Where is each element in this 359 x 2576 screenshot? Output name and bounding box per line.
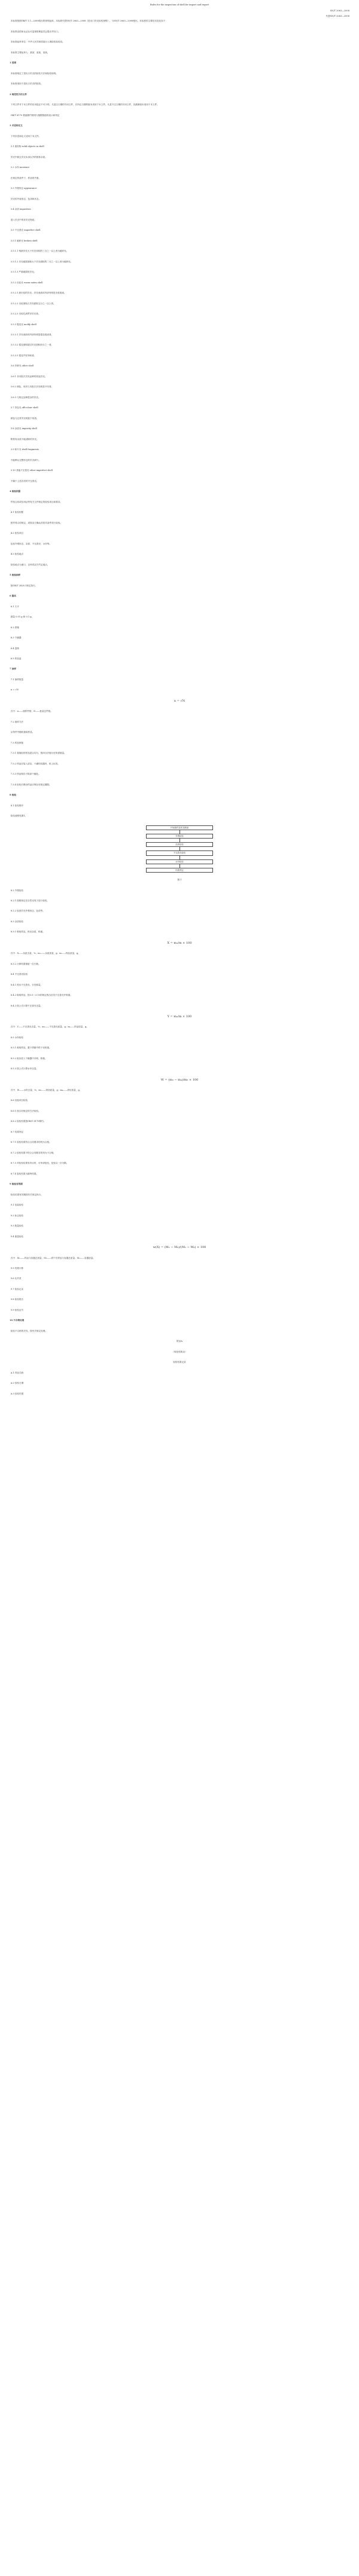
body-paragraph: 颜色与正常贝壳明显不同者。: [10, 417, 39, 420]
section-heading: 9 检验有效期: [10, 1183, 23, 1186]
body-paragraph: 在规定的条件下，样品的失重。: [10, 176, 41, 179]
body-paragraph: 8.5 水份检验: [10, 1036, 24, 1039]
body-paragraph: 6.2 烘箱: [10, 626, 19, 629]
flow-step: 开始抽样及样品制备: [146, 825, 213, 830]
flow-step: 水份检验: [146, 859, 213, 864]
body-paragraph: 3.9 碎片壳 shell fragments: [10, 448, 39, 451]
body-paragraph: 下列术语和定义适用于本文件。: [10, 134, 41, 137]
body-paragraph: 式中：M₁——样品与容器总质量；M₂——烘干后样品与容器总质量；M₃——容器质量。: [10, 1256, 95, 1259]
foreword-paragraph: 本标准起草单位：中华人民共和国某出入境检验检疫局。: [10, 41, 65, 44]
flowchart: [10, 825, 349, 873]
body-paragraph: 9.6 允许差: [10, 1277, 22, 1280]
standard-number: SN/T 2063—2008: [330, 10, 349, 13]
body-paragraph: 3.1 固形物 solid objects in shell: [10, 145, 44, 148]
body-paragraph: n = √N: [10, 689, 19, 692]
body-paragraph: 9.8 检验报告: [10, 1298, 24, 1301]
body-paragraph: 6.3 干燥器: [10, 637, 22, 640]
document-title: Rules for the inspection of shell for import and export: [150, 4, 209, 6]
body-paragraph: 3.5 不完善壳 imperfect shell: [10, 229, 41, 232]
body-paragraph: 3.6.2 颜色、形状与本批次贝壳明显不同者。: [10, 386, 54, 388]
body-paragraph: 7.3.1 将抽取的样品混合均匀，按四分法缩分至所需数量。: [10, 752, 66, 755]
body-paragraph: 式中：X——杂质含量，%；m₁——杂质质量，g；m——样品质量，g。: [10, 952, 80, 955]
body-paragraph: 9.2 标志检验: [10, 1214, 24, 1217]
body-paragraph: 感量 0.01 g 和 0.1 g。: [10, 616, 34, 619]
body-paragraph: 贝壳中除去贝壳本身以外的固体杂质。: [10, 155, 47, 158]
body-paragraph: 从每件中随机抽取样品。: [10, 731, 35, 734]
body-paragraph: 3.3 外观形态 appearance: [10, 187, 37, 190]
body-paragraph: 8.5.1 称取样品，置于烘箱中烘干至恒重。: [10, 1047, 51, 1050]
body-paragraph: 不属于上述各类的不完善壳。: [10, 479, 39, 482]
body-paragraph: 3.5.1 破碎壳 broken shell: [10, 239, 38, 242]
body-paragraph: 9.7 检验记录: [10, 1287, 24, 1290]
body-paragraph: 8.4.3 按公式计算不完善壳含量。: [10, 1004, 43, 1007]
body-paragraph: 4.1 检验依据: [10, 511, 24, 514]
body-paragraph: 8.2 外观检验: [10, 889, 24, 892]
body-paragraph: 3.7 异色壳 off-colour shell: [10, 406, 38, 409]
body-paragraph: 3.4 杂质 impurities: [10, 208, 31, 211]
section-heading: 2 规范性引用文件: [10, 93, 27, 96]
body-paragraph: 7.3.2 样品应装入清洁、干燥的容器内，贴上标签。: [10, 762, 60, 765]
body-paragraph: 检验结果有效期按有关规定执行。: [10, 1193, 43, 1196]
body-paragraph: 4.2 检验项目: [10, 532, 24, 535]
body-paragraph: 贸易合同或信用证等有关文件规定的检验项目和要求。: [10, 500, 63, 503]
body-paragraph: 9.5 结果计算: [10, 1267, 24, 1269]
formula: n = √N: [174, 699, 185, 703]
body-paragraph: 3.6 异种壳 other shell: [10, 365, 34, 368]
body-paragraph: 8.7.3 对检验结果有异议时，可申请复验，复验以一次为限。: [10, 1162, 69, 1165]
body-paragraph: 8.7.2 检验结果不符合合同要求的判为不合格。: [10, 1151, 56, 1154]
body-paragraph: 8.4 不完善壳检验: [10, 973, 28, 976]
body-paragraph: 3.2 水份 moisture: [10, 166, 30, 169]
foreword-paragraph: 本标准主要起草人：某某、某某、某某。: [10, 51, 50, 54]
section-heading: 6 器具: [10, 595, 16, 598]
body-paragraph: 7.1 抽样数量: [10, 678, 24, 681]
body-paragraph: 3.5.3 霉变壳 moldy shell: [10, 323, 36, 326]
body-paragraph: 7.3.3 样品保存于阴凉干燥处。: [10, 773, 41, 776]
body-paragraph: 3.8 杂质壳 impurity shell: [10, 427, 37, 430]
body-paragraph: 9.1 包装检验: [10, 1204, 24, 1207]
body-paragraph: 按贸易合同规定，或按双方确认的技术条件进行检验。: [10, 521, 63, 524]
body-paragraph: GB/T 8170 数值修约规则与极限数值的表示和判定: [10, 114, 60, 117]
section-heading: 5 检验抽样: [10, 574, 21, 577]
body-paragraph: 7.2 抽样方法: [10, 720, 24, 723]
section-heading: 1 范围: [10, 62, 16, 65]
body-paragraph: 按GB/T 2828.1规定执行。: [10, 584, 38, 587]
flow-step: 结果判定: [146, 868, 213, 873]
body-paragraph: 3.10 其他不完善壳 other imperfect shell: [10, 469, 53, 472]
body-paragraph: 8.1 检验程序: [10, 804, 24, 807]
body-paragraph: 检验不合格的贝壳，按有关规定处理。: [10, 1329, 47, 1332]
formula: W = (m₃ − m₄)/m₃ × 100: [160, 1078, 199, 1082]
formula: Y = m₂/m × 100: [167, 1015, 192, 1019]
formula: X = m₁/m × 100: [167, 941, 192, 945]
body-paragraph: 6.1 天平: [10, 605, 19, 608]
body-paragraph: 9.4 重量检验: [10, 1235, 24, 1238]
centered-caption: 检验结果记录: [173, 1361, 186, 1364]
body-paragraph: 8.6 其他项目检验: [10, 1099, 28, 1102]
body-paragraph: 6.5 样品盘: [10, 657, 22, 660]
body-paragraph: 8.3 杂质检验: [10, 920, 24, 923]
body-paragraph: 3.5.2.3 虫蛀孔洞贯穿贝壳者。: [10, 313, 41, 316]
body-paragraph: 3.6.1 非本批次贝壳品种的其他贝壳。: [10, 375, 47, 378]
body-paragraph: 本标准规定了进出口贝壳的检验方法和检验规则。: [10, 72, 58, 75]
formula: w(X) = (M₁ − M₂)/(M₁ − M₃) × 100: [153, 1246, 206, 1250]
body-paragraph: 8.2.1 按照规定在自然光线下进行检验。: [10, 899, 49, 902]
body-paragraph: 8.2.2 检查贝壳外观形态、色泽等。: [10, 910, 45, 913]
foreword-paragraph: 本标准按照GB/T 1.1—2009给出的规则起草。本标准代替SN/T 2063—2008《进出口贝壳检验规程》，与SN/T 2063—2008相比，本标准的主要技术变化如下：: [10, 20, 168, 23]
body-paragraph: 检验流程见图1。: [10, 815, 28, 818]
body-paragraph: 下列文件对于本文件的应用是必不可少的。凡是注日期的引用文件，仅所注日期的版本适用于本文件。凡是不注日期的引用文件，其最新版本适用于本文件。: [10, 103, 159, 106]
body-paragraph: 6.4 量筒: [10, 647, 19, 650]
body-paragraph: 8.6.1 按合同规定的方法检验。: [10, 1109, 41, 1112]
body-paragraph: 包括外观形态、杂质、不完善壳、水份等。: [10, 542, 52, 545]
body-paragraph: 8.6.2 检验结果按GB/T 8170修约。: [10, 1120, 46, 1123]
body-paragraph: 式中：n——抽样件数；N——批量总件数。: [10, 710, 53, 713]
body-paragraph: 8.7.1 检验结果符合合同要求的判为合格。: [10, 1141, 51, 1144]
section-heading: 4 检验依据: [10, 490, 21, 493]
body-paragraph: 3.5.1.3 严重破损的贝壳。: [10, 271, 36, 274]
body-paragraph: 8.7 结果判定: [10, 1130, 24, 1133]
section-heading: 8 检验: [10, 794, 16, 797]
flow-step: 外观检验: [146, 834, 213, 839]
body-paragraph: 附着有杂质不能清除的贝壳。: [10, 438, 39, 440]
body-paragraph: 8.4.2 称取样品，按3.5～3.10的规定拣出各类不完善壳并称重。: [10, 994, 72, 997]
body-paragraph: 3.5.2 虫蛀壳 worm-eaten shell: [10, 281, 43, 284]
centered-caption: （规范性附录）: [172, 1350, 187, 1353]
body-paragraph: A.1 样品名称: [10, 1371, 24, 1374]
body-paragraph: 式中：Y——不完善壳含量，%；m₂——不完善壳质量，g；m——样品质量，g。: [10, 1026, 89, 1029]
body-paragraph: 8.3.2 计算结果保留一位小数。: [10, 962, 41, 965]
flow-step: 不完善壳检验: [146, 850, 213, 855]
body-paragraph: 不能辨认完整形态的贝壳碎片。: [10, 458, 41, 461]
flow-step: 杂质检验: [146, 842, 213, 847]
body-paragraph: A.3 检验结果: [10, 1392, 24, 1395]
body-paragraph: 贝壳的外表形态、色泽和状态。: [10, 197, 41, 200]
section-heading: 10 不合格处理: [10, 1319, 25, 1322]
section-heading: 7 抽样: [10, 668, 16, 671]
document-body: [10, 62, 349, 1395]
body-paragraph: 7.3 样品制备: [10, 741, 24, 744]
body-paragraph: 8.7.4 复验结果为最终结果。: [10, 1172, 39, 1175]
centered-caption: 附录A: [177, 1340, 182, 1343]
body-paragraph: 3.5.3.2 霉变面积超过贝壳面积四分之一者。: [10, 344, 54, 347]
body-paragraph: 9.3 数量检验: [10, 1225, 24, 1228]
body-paragraph: A.2 检验日期: [10, 1382, 24, 1385]
body-paragraph: 8.4.1 拣出不完善壳，分类称量。: [10, 983, 43, 986]
body-paragraph: 8.5.3 按公式计算水份含量。: [10, 1067, 39, 1070]
body-paragraph: 式中：W——水份含量，%；m₃——烘前质量，g；m₄——烘后质量，g。: [10, 1089, 82, 1091]
body-paragraph: 3.5.3.3 霉变并有异味者。: [10, 354, 36, 357]
foreword-paragraph: 本标准由国家认证认可监督管理委员会提出并归口。: [10, 30, 60, 33]
body-paragraph: 8.3.1 称取样品，拣出杂质，称重。: [10, 931, 45, 934]
body-paragraph: 9.9 检验证书: [10, 1308, 24, 1311]
body-paragraph: 3.5.3.1 贝壳表面或内部有明显霉变痕迹者。: [10, 333, 54, 336]
body-paragraph: 3.6.3 与规定品种混杂的贝壳。: [10, 396, 41, 399]
body-paragraph: 检验地点为港口、仓库或双方约定地点。: [10, 563, 50, 566]
body-paragraph: 4.3 检验地点: [10, 553, 24, 556]
body-paragraph: 3.5.2.1 被虫蛀的贝壳，贝壳表面或内部有明显虫蛀痕迹。: [10, 292, 66, 295]
body-paragraph: 7.3.4 检验后剩余样品应保存至规定期限。: [10, 783, 51, 786]
body-paragraph: 3.5.2.2 虫蛀面积占贝壳面积五分之一以上者。: [10, 302, 56, 305]
body-paragraph: 3.5.1.1 残缺贝壳大于贝壳体积的三分之一以上者为破碎壳。: [10, 250, 69, 253]
section-heading: 3 术语和定义: [10, 124, 23, 127]
body-paragraph: 8.5.2 取出放入干燥器中冷却，称重。: [10, 1057, 47, 1060]
body-paragraph: 混入贝壳中的非贝壳物质。: [10, 218, 36, 221]
replaces-number: 代替SN/T 2063—2008: [325, 14, 349, 17]
centered-caption: 图 1: [177, 879, 182, 882]
body-paragraph: 本标准适用于进出口贝壳的检验。: [10, 82, 43, 85]
body-paragraph: 3.5.1.2 贝壳破损面积大于贝壳面积的二分之一以上者为破碎壳。: [10, 260, 73, 263]
